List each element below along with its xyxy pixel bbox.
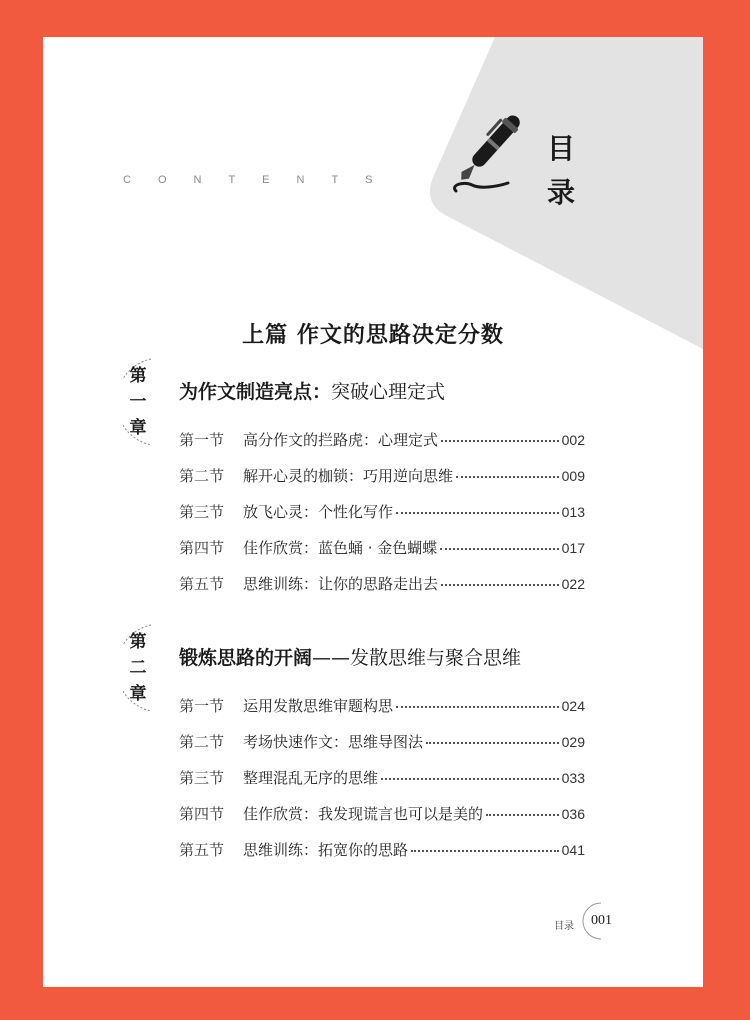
page-number: 013	[561, 504, 585, 520]
chapter-title-rest: ——发散思维与聚合思维	[312, 647, 522, 669]
section-list	[179, 695, 585, 875]
dot-leader	[396, 706, 559, 708]
chapter-label-char: 第	[129, 366, 147, 386]
section-number: 第二节	[179, 733, 225, 751]
section-number: 第三节	[179, 769, 225, 787]
toc-row[interactable]	[179, 839, 585, 875]
section-title: 高分作文的拦路虎：心理定式	[243, 431, 439, 449]
chapter-title-rest: 突破心理定式	[331, 381, 446, 403]
gray-corner-band	[43, 37, 703, 357]
page-number: 041	[561, 842, 585, 858]
chapter-label-char: 一	[129, 392, 147, 412]
chapter-title[interactable]	[179, 377, 445, 404]
chapter-title-bold: 为作文制造亮点：	[179, 381, 332, 403]
page-number: 022	[561, 576, 585, 592]
dot-leader	[426, 742, 559, 744]
page-number: 024	[561, 698, 585, 714]
fountain-pen-icon	[448, 105, 538, 205]
chapter-label-char: 二	[129, 658, 147, 678]
chapter-label-char: 章	[129, 418, 147, 438]
page-number: 029	[561, 734, 585, 750]
toc-row[interactable]	[179, 731, 585, 767]
section-title: 考场快速作文：思维导图法	[243, 733, 424, 751]
section-number: 第三节	[179, 503, 225, 521]
dot-leader	[456, 476, 559, 478]
dot-leader	[440, 548, 558, 550]
section-title: 放飞心灵：个性化写作	[243, 503, 394, 521]
section-title: 思维训练：让你的思路走出去	[243, 575, 439, 593]
mulu-title	[541, 127, 581, 215]
page-number: 036	[561, 806, 585, 822]
toc-row[interactable]	[179, 803, 585, 839]
part-title: 上篇 作文的思路决定分数	[242, 322, 504, 348]
section-number: 第一节	[179, 431, 225, 449]
page-number: 017	[561, 540, 585, 556]
section-number: 第一节	[179, 697, 225, 715]
section-number: 第五节	[179, 841, 225, 859]
section-title: 整理混乱无序的思维	[243, 769, 379, 787]
section-title: 思维训练：拓宽你的思路	[243, 841, 409, 859]
toc-row[interactable]	[179, 537, 585, 573]
section-title: 运用发散思维审题构思	[243, 697, 394, 715]
page-number: 033	[561, 770, 585, 786]
toc-row[interactable]	[179, 429, 585, 465]
mulu-char-1: 目	[546, 132, 575, 165]
dot-leader	[381, 778, 559, 780]
chapter-label-char: 章	[129, 684, 147, 704]
contents-heading: CONTENTS	[123, 174, 400, 186]
chapter-badge	[123, 623, 183, 715]
dot-leader	[441, 440, 559, 442]
footer-label: 目录	[554, 921, 574, 932]
toc-row[interactable]	[179, 501, 585, 537]
dot-leader	[411, 850, 559, 852]
mulu-char-2: 录	[546, 176, 575, 209]
chapter-title[interactable]	[179, 643, 521, 670]
toc-row[interactable]	[179, 465, 585, 501]
page-number: 009	[561, 468, 585, 484]
section-number: 第五节	[179, 575, 225, 593]
footer-page-number: 001	[591, 913, 612, 928]
toc-row[interactable]	[179, 695, 585, 731]
section-list	[179, 429, 585, 609]
dot-leader	[486, 814, 559, 816]
chapter-badge	[123, 357, 183, 449]
section-title: 佳作欣赏：我发现谎言也可以是美的	[243, 805, 484, 823]
dot-leader	[396, 512, 559, 514]
toc-row[interactable]	[179, 767, 585, 803]
dot-leader	[441, 584, 559, 586]
section-number: 第四节	[179, 805, 225, 823]
section-title: 佳作欣赏：蓝色蛹 · 金色蝴蝶	[243, 539, 438, 557]
section-title: 解开心灵的枷锁：巧用逆向思维	[243, 467, 454, 485]
chapter-label-char: 第	[129, 632, 147, 652]
section-number: 第二节	[179, 467, 225, 485]
section-number: 第四节	[179, 539, 225, 557]
contents-page	[43, 37, 703, 987]
toc-row[interactable]	[179, 573, 585, 609]
chapter-title-bold: 锻炼思路的开阔	[179, 647, 313, 669]
page-number: 002	[561, 432, 585, 448]
